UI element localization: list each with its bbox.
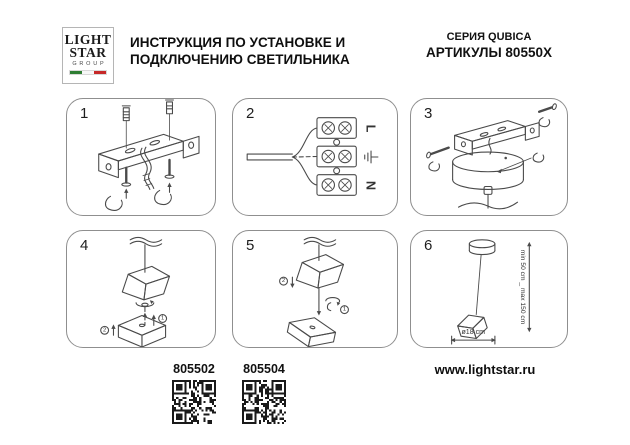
- fixing-screw-rotate-icon: [136, 300, 154, 311]
- cube-shade: [285, 313, 337, 347]
- qr-code-left: [172, 380, 216, 424]
- logo-line-light: LIGHT: [64, 32, 112, 47]
- bracket-mounting-diagram: [67, 99, 215, 215]
- wiring-diagram: [233, 99, 397, 215]
- neutral-terminal-label: N: [363, 180, 379, 191]
- step-panel-1: [66, 98, 216, 216]
- pendant-cable: [459, 194, 518, 208]
- italian-flag-icon: [69, 70, 107, 75]
- mounting-bracket: [99, 134, 199, 177]
- diameter-dimension: [451, 329, 496, 344]
- article-number-805504: 805504: [243, 362, 285, 376]
- qr-code-right: [242, 380, 286, 424]
- earth-ground-icon: [365, 151, 378, 163]
- flag-white: [82, 71, 94, 74]
- website-url: www.lightstar.ru: [434, 362, 536, 377]
- fixing-screws: [122, 160, 174, 186]
- shade-holder-frame: [122, 266, 169, 299]
- step-1-number: 1: [160, 315, 165, 322]
- live-terminal-label: L: [363, 124, 379, 133]
- step-1-badge: [159, 315, 167, 323]
- wall-anchor-dowels: [122, 100, 173, 148]
- step-panel-6: [410, 230, 568, 348]
- step-2-arrow: [280, 277, 295, 288]
- step-panel-5: [232, 230, 398, 348]
- logo-line-group: GROUP: [72, 61, 107, 67]
- article-number-805502: 805502: [173, 362, 215, 376]
- ceiling-hooks: [105, 190, 171, 210]
- terminal-screws: [322, 122, 351, 191]
- step-panel-4: [66, 230, 216, 348]
- cable-lower: [317, 288, 321, 316]
- flag-green: [70, 71, 82, 74]
- step-number-5: 5: [246, 237, 255, 254]
- step-2-badge: [101, 326, 109, 334]
- step-panel-2: [232, 98, 398, 216]
- shade-hooking-diagram: [233, 231, 397, 347]
- supply-cable: [247, 128, 317, 185]
- finished-lamp-dimensions: [411, 231, 567, 347]
- shade-holder-frame: [296, 255, 343, 288]
- diameter-label: ø18 cm: [461, 329, 486, 337]
- terminal-blocks: [317, 118, 356, 196]
- page-title: [130, 34, 350, 68]
- step-panel-3: [410, 98, 568, 216]
- step-number-2: 2: [246, 105, 255, 122]
- logo-line-star: STAR: [69, 45, 107, 60]
- step-2-number: 2: [102, 327, 107, 334]
- step-number-3: 3: [424, 105, 433, 122]
- step-number-1: 1: [80, 105, 89, 122]
- mounted-bracket: [455, 121, 540, 155]
- step-number-4: 4: [80, 237, 89, 254]
- step-1-number: 1: [342, 306, 347, 313]
- height-range-label: min 50 cm _ max 150 cm: [518, 249, 526, 325]
- step-number-6: 6: [424, 237, 433, 254]
- cable-break: [130, 237, 161, 272]
- lightstar-logo: [62, 27, 114, 84]
- height-dimension: [519, 242, 532, 332]
- hook-rotate-step-1: [326, 298, 349, 314]
- canopy-mounting-diagram: [411, 99, 567, 215]
- flag-red: [94, 71, 106, 74]
- title-line-2: ПОДКЛЮЧЕНИЮ СВЕТИЛЬНИКА: [130, 52, 350, 67]
- cube-shade: [456, 311, 490, 343]
- series-label: СЕРИЯ QUBICA: [446, 31, 532, 43]
- title-line-1: ИНСТРУКЦИЯ ПО УСТАНОВКЕ И: [130, 35, 346, 50]
- step-2-number: 2: [281, 278, 286, 285]
- articles-label: АРТИКУЛЫ 80550X: [426, 45, 552, 60]
- shade-assembly-diagram: [67, 231, 215, 347]
- pendant-lamp: [456, 240, 495, 343]
- cube-shade: [118, 316, 165, 347]
